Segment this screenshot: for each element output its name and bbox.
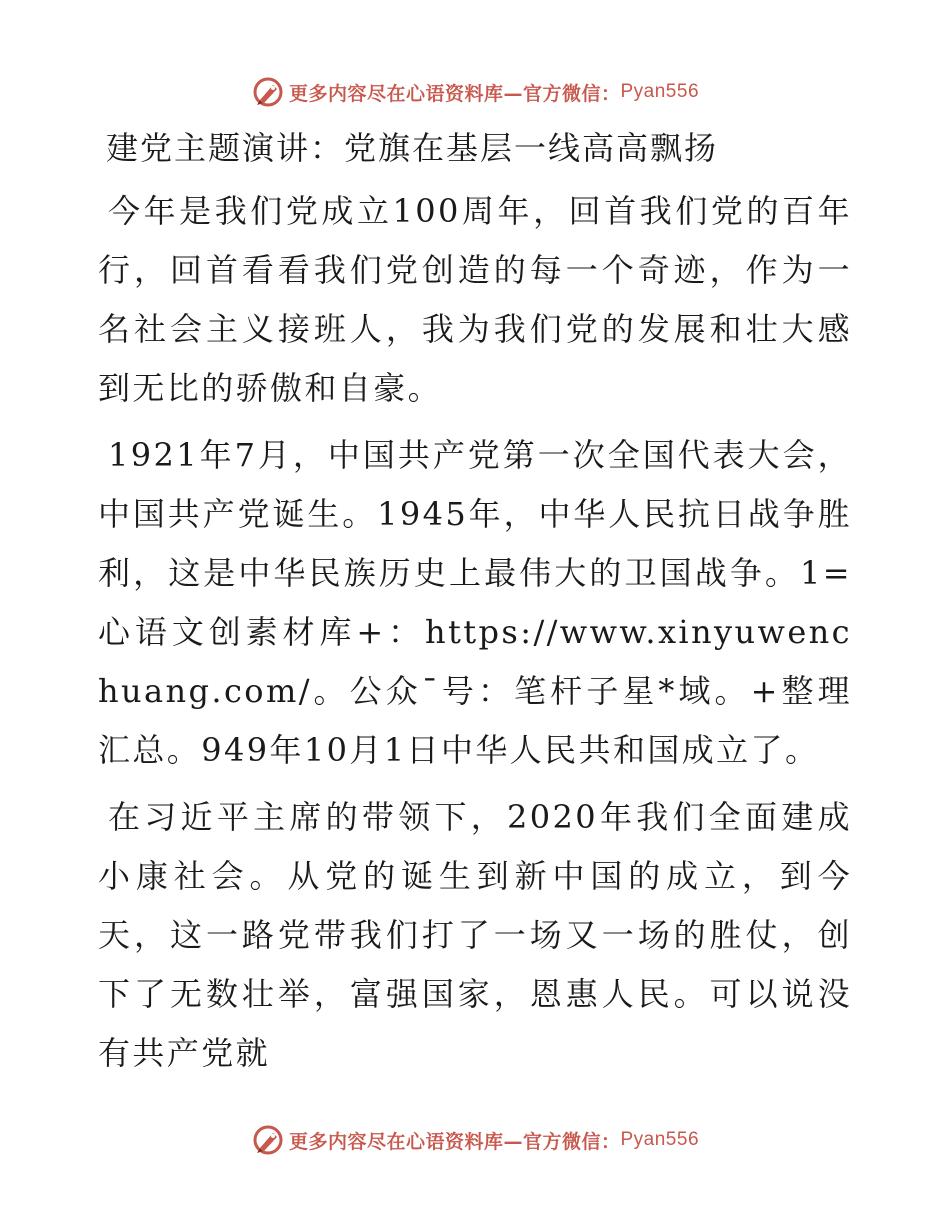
paragraph-2 — [98, 426, 852, 780]
footer-banner — [0, 1120, 950, 1160]
header-banner-contact: Pyan556 — [620, 81, 700, 102]
paragraph-3 — [98, 788, 852, 1083]
header-banner-text: 更多内容尽在心语资料库—官方微信： — [288, 82, 621, 105]
footer-banner-contact: Pyan556 — [620, 1129, 700, 1150]
header-banner — [0, 72, 950, 112]
footer-banner-text: 更多内容尽在心语资料库—官方微信： — [288, 1130, 621, 1153]
pen-nib-logo-icon — [251, 1123, 285, 1157]
document-body — [98, 120, 852, 1091]
pen-nib-logo-icon — [251, 75, 285, 109]
paragraph-3-text: 在习近平主席的带领下，2020年我们全面建成小康社会。从党的诞生到新中国的成立，到今天，这一路党带我们打了一场又一场的胜仗，创下了无数壮举，富强国家，恩惠人民。可以说没有共产党就 — [98, 798, 852, 1072]
document-title: 建党主题演讲：党旗在基层一线高高飘扬 — [106, 129, 719, 167]
paragraph-1 — [98, 182, 852, 418]
paragraph-1-text: 今年是我们党成立100周年，回首我们党的百年行，回首看看我们党创造的每一个奇迹，作为一名社会主义接班人，我为我们党的发展和壮大感到无比的骄傲和自豪。 — [98, 192, 852, 407]
paragraph-2-text: 1921年7月，中国共产党第一次全国代表大会，中国共产党诞生。1945年，中华人民抗日战争胜利，这是中华民族历史上最伟大的卫国战争。1=心语文创素材库+：https://www.xinyuwenchuang.com/。公众¯号：笔杆子星*域。+整理汇总。949年10月1日中华人民共和国成立了。 — [98, 436, 852, 769]
